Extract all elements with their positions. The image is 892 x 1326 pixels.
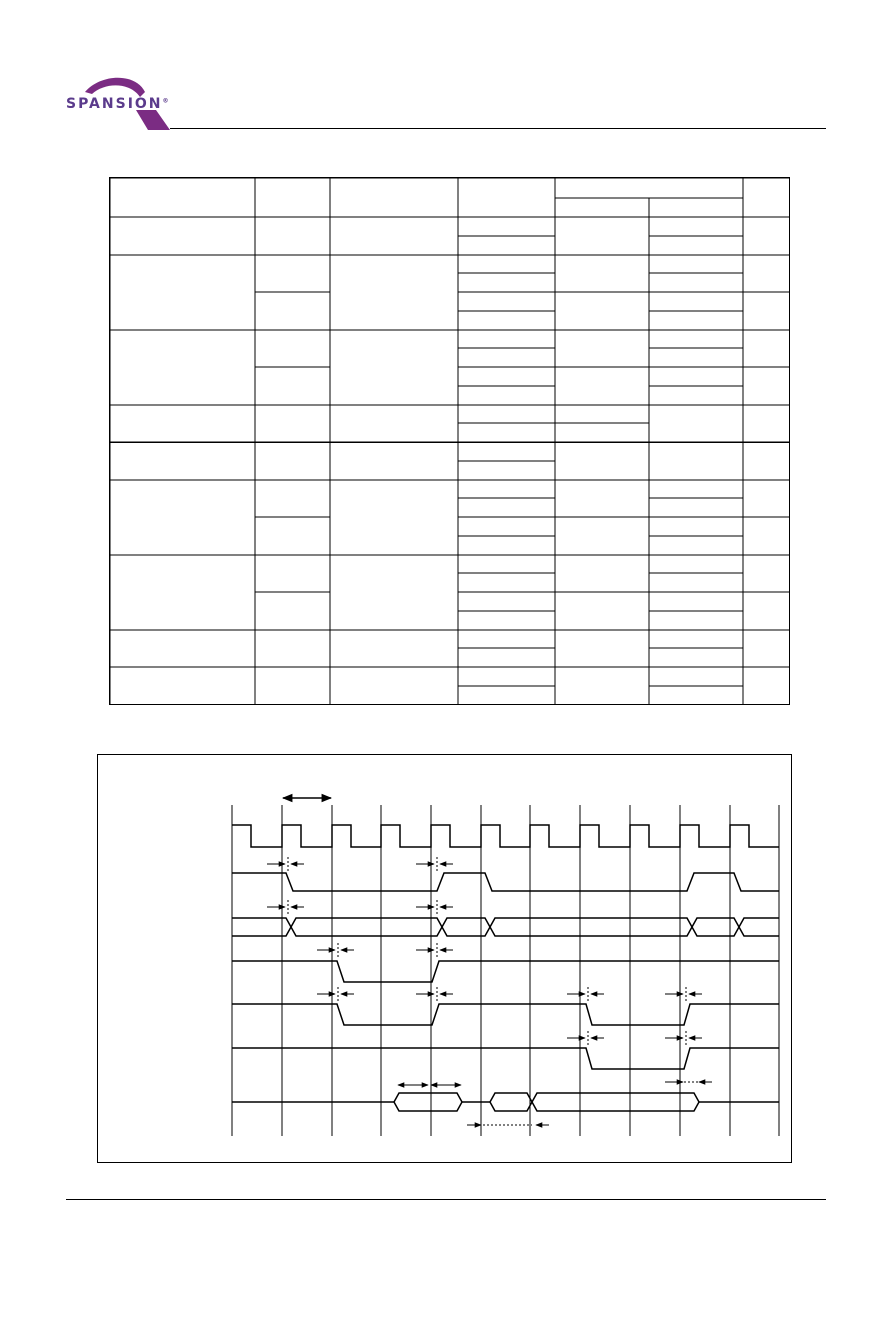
signal-4-waveform xyxy=(232,1004,779,1025)
timing-arrows xyxy=(267,864,712,1125)
edge-guides xyxy=(288,857,686,1045)
electrical-characteristics-table xyxy=(109,177,790,705)
signal-5-waveform xyxy=(232,1048,779,1069)
cycle-gridlines xyxy=(232,805,779,1136)
clock-waveform xyxy=(232,825,779,847)
signal-2-waveform xyxy=(232,873,779,891)
data-bus-waveform xyxy=(232,1093,779,1111)
footer-rule xyxy=(66,1199,826,1200)
bus-1-waveform xyxy=(232,918,779,936)
registered-mark: ® xyxy=(162,97,171,105)
spansion-logo xyxy=(60,72,190,132)
timing-diagram xyxy=(97,754,792,1163)
signal-3-waveform xyxy=(232,961,779,982)
header-rule xyxy=(170,128,826,129)
timing-diagram-canvas xyxy=(98,755,791,1162)
logo-wordmark: SPANSION® xyxy=(66,96,171,112)
table-grid xyxy=(109,177,790,705)
